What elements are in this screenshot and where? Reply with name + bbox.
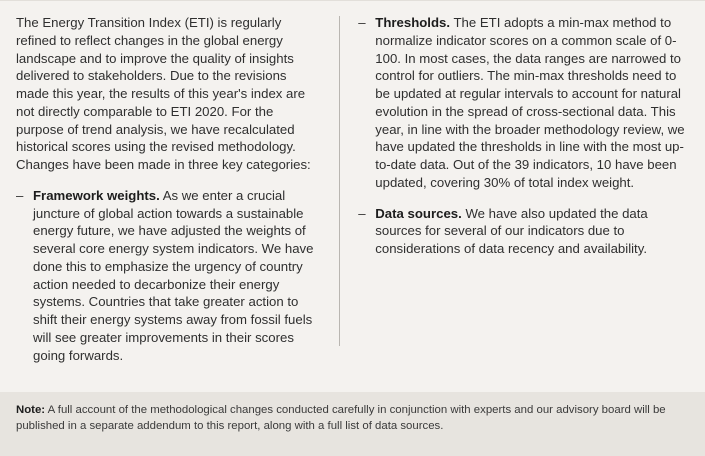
bullet-dash-icon: – bbox=[358, 15, 366, 30]
bullet-text-framework-weights: As we enter a crucial juncture of global action towards a sustainable energy future, we have adjusted the weights of several core energy system indicators. We have done this to emphasize the urgency of country action needed to decarbonize their energy systems. Countries that take greater action to shift their energy systems away from fossil fuels will see greater improvements in their scores going forwards. bbox=[33, 187, 314, 363]
bullet-term-data-sources: Data sources. bbox=[375, 205, 462, 221]
footnote bbox=[16, 403, 689, 434]
bullet-term-framework-weights: Framework weights. bbox=[33, 187, 160, 203]
bullet-dash-icon: – bbox=[358, 205, 366, 221]
bullet-term-thresholds: Thresholds. bbox=[375, 15, 451, 30]
bullet-body bbox=[375, 205, 689, 258]
page-top-rule bbox=[0, 0, 705, 1]
list-item bbox=[358, 14, 689, 192]
left-column bbox=[16, 14, 339, 392]
footnote-label: Note: bbox=[16, 404, 46, 416]
footnote-text: A full account of the methodological changes conducted carefully in conjunction with experts and our advisory board will be published in a separate addendum to this report, along with a full list of data sources. bbox=[16, 404, 666, 432]
bullet-body bbox=[375, 14, 689, 192]
bullet-dash-icon: – bbox=[16, 187, 24, 203]
bullet-body bbox=[33, 187, 321, 365]
bullet-text-data-sources: We have also updated the data sources for several of our indicators due to considerations of data recency and availability. bbox=[375, 205, 648, 256]
bullet-text-thresholds: The ETI adopts a min-max method to normalize indicator scores on a common scale of 0-100. In most cases, the data ranges are narrowed to control for outliers. The min-max thresholds need to be updated at regular intervals to account for natural evolution in the spread of cross-sectional data. This year, in line with the broader methodology review, we have updated the thresholds in line with the most up-to-date data. Out of the 39 indicators, 10 have been updated, covering 30% of total index weight. bbox=[375, 15, 685, 190]
list-item bbox=[16, 187, 321, 365]
intro-paragraph: The Energy Transition Index (ETI) is regularly refined to reflect changes in the global energy landscape and to improve the quality of insights delivered to stakeholders. Due to the revisions made this year, the results of this year's index are not directly comparable to ETI 2020. For the purpose of trend analysis, we have recalculated historical scores using the revised methodology. Changes have been made in three key categories: bbox=[16, 15, 311, 172]
right-column bbox=[340, 14, 689, 392]
footnote-bar bbox=[0, 392, 705, 456]
list-item bbox=[358, 205, 689, 258]
